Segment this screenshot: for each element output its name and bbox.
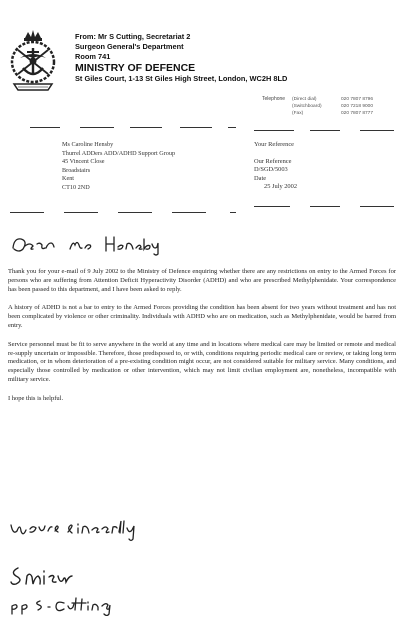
- rule: [64, 212, 98, 213]
- letterhead: [75, 32, 287, 84]
- rule: [80, 127, 114, 128]
- reference-block: [254, 141, 297, 192]
- direct-dial-number: 020 7807 8796: [341, 97, 374, 102]
- fax-number: 020 7807 8777: [341, 111, 374, 117]
- switchboard-label: (Switchboard): [292, 104, 322, 110]
- from-line: From: Mr S Cutting, Secretariat 2: [75, 32, 191, 41]
- rule: [172, 212, 206, 213]
- rule: [10, 212, 44, 213]
- rule: [254, 130, 294, 131]
- rule: [230, 212, 236, 213]
- rule: [30, 127, 60, 128]
- recipient-line: Thurrel ADDers ADD/ADHD Support Group: [62, 149, 176, 157]
- room-line: Room 741: [75, 52, 111, 61]
- telephone-line-labels: [292, 96, 322, 118]
- rule: [130, 127, 162, 128]
- date-label: Date: [254, 174, 267, 182]
- rule: [254, 206, 290, 207]
- direct-dial-label: (Direct dial): [292, 97, 317, 102]
- pp-signature: [8, 592, 138, 621]
- rule: [228, 127, 236, 128]
- recipient-line: Ms Caroline Hensby: [62, 141, 114, 148]
- ministry-title: MINISTRY OF DEFENCE: [75, 62, 196, 74]
- rule: [310, 130, 340, 131]
- rule: [360, 206, 394, 207]
- our-reference-value: D/SGD/5003: [254, 166, 288, 174]
- your-reference-label: Your Reference: [254, 141, 294, 148]
- body-paragraph: Service personnel must be fit to serve anywhere in the world at any time and in locations where medical care may be limited or remote and medical re-supply uncertain or impossible. Therefore, those predisposed to, or with, conditions requiring periodic medical care or review, or taking long term medication, or in whom deterioration of a pre-existing condition might occur, are not considered suitable for military service. Many conditions, and especially those controlled by medication or other intervention, which may not limit civilian employment are, nonetheless, incompatible with military service.: [8, 340, 396, 383]
- salutation: [10, 234, 190, 261]
- rule: [360, 130, 394, 131]
- fax-label: (Fax): [292, 111, 304, 117]
- mod-crest-logo: [6, 28, 60, 100]
- rule: [310, 206, 340, 207]
- date-value: 25 July 2002: [264, 183, 298, 191]
- recipient-line: Kent: [62, 175, 75, 183]
- our-reference-label: Our Reference: [254, 157, 292, 165]
- department-line: Surgeon General's Department: [75, 42, 184, 51]
- recipient-line: CT10 2ND: [62, 183, 90, 191]
- body-paragraph: A history of ADHD is not a bar to entry to the Armed Forces providing the condition has been absent for two years without treatment and has not been complicated by violence or other criminality. Individuals with ADHD who are on medication, such as Methylphenidate, would be barred from entry.: [8, 304, 396, 329]
- signature: [8, 562, 78, 595]
- rule: [118, 212, 152, 213]
- recipient-address: [62, 141, 175, 193]
- telephone-numbers: [341, 96, 373, 118]
- telephone-label: Telephone: [262, 96, 286, 102]
- body-paragraph: I hope this is helpful.: [8, 394, 64, 402]
- closing: [8, 515, 178, 550]
- recipient-line: 45 Vincent Close: [62, 158, 105, 166]
- body-paragraph: Thank you for your e-mail of 9 July 2002 to the Ministry of Defence enquiring whether there are any restrictions on entry to the Armed Forces for persons who are suffering from Attention Deficit Hyperactivity Disorder (ADHD) and who are prescribed Methylphenidate. Your correspondence has been passed to this department, and I have been asked to reply.: [8, 268, 396, 293]
- letter-body: [8, 268, 396, 414]
- rule: [180, 127, 212, 128]
- address-line: St Giles Court, 1-13 St Giles High Street, London, WC2H 8LD: [75, 74, 288, 83]
- switchboard-number: 020 7218 9000: [341, 104, 374, 110]
- recipient-line: Broadstairs: [62, 166, 91, 174]
